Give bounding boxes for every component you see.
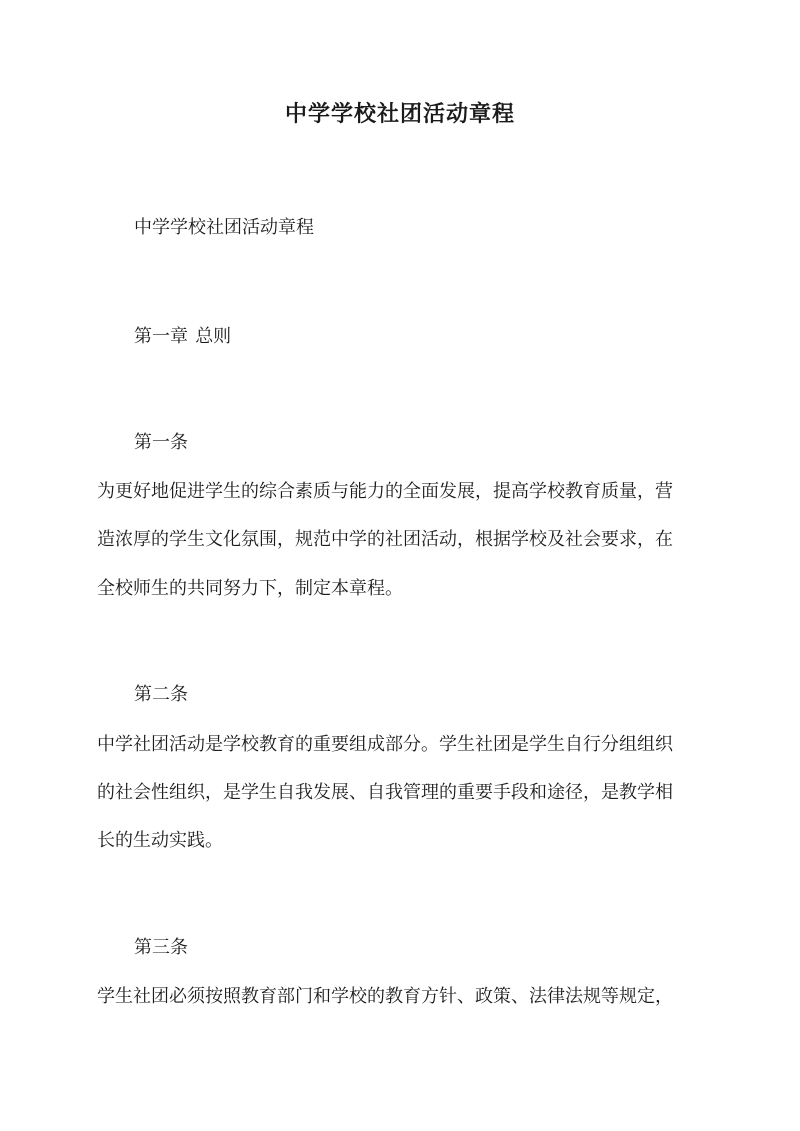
- article-text-line: 的社会性组织，是学生自我发展、自我管理的重要手段和途径，是教学相: [97, 782, 673, 803]
- article-text-line: 学生社团必须按照教育部门和学校的教育方针、政策、法律法规等规定，: [97, 986, 673, 1007]
- chapter-heading: [134, 322, 231, 352]
- article-heading: 第二条: [134, 684, 188, 705]
- article-heading: 第一条: [134, 432, 188, 453]
- document-title: 中学学校社团活动章程: [284, 101, 515, 127]
- document-subtitle: 中学学校社团活动章程: [134, 217, 314, 238]
- article-text-line: 长的生动实践。: [97, 830, 223, 851]
- article-text-line: 造浓厚的学生文化氛围，规范中学的社团活动，根据学校及社会要求，在: [97, 529, 673, 550]
- chapter-number: 第一章: [134, 326, 188, 347]
- article-text-line: 全校师生的共同努力下，制定本章程。: [97, 578, 403, 599]
- chapter-name: 总则: [195, 326, 232, 347]
- article-text-line: 中学社团活动是学校教育的重要组成部分。学生社团是学生自行分组组织: [97, 734, 673, 755]
- article-heading: 第三条: [134, 937, 188, 958]
- article-text-line: 为更好地促进学生的综合素质与能力的全面发展，提高学校教育质量，营: [97, 481, 673, 502]
